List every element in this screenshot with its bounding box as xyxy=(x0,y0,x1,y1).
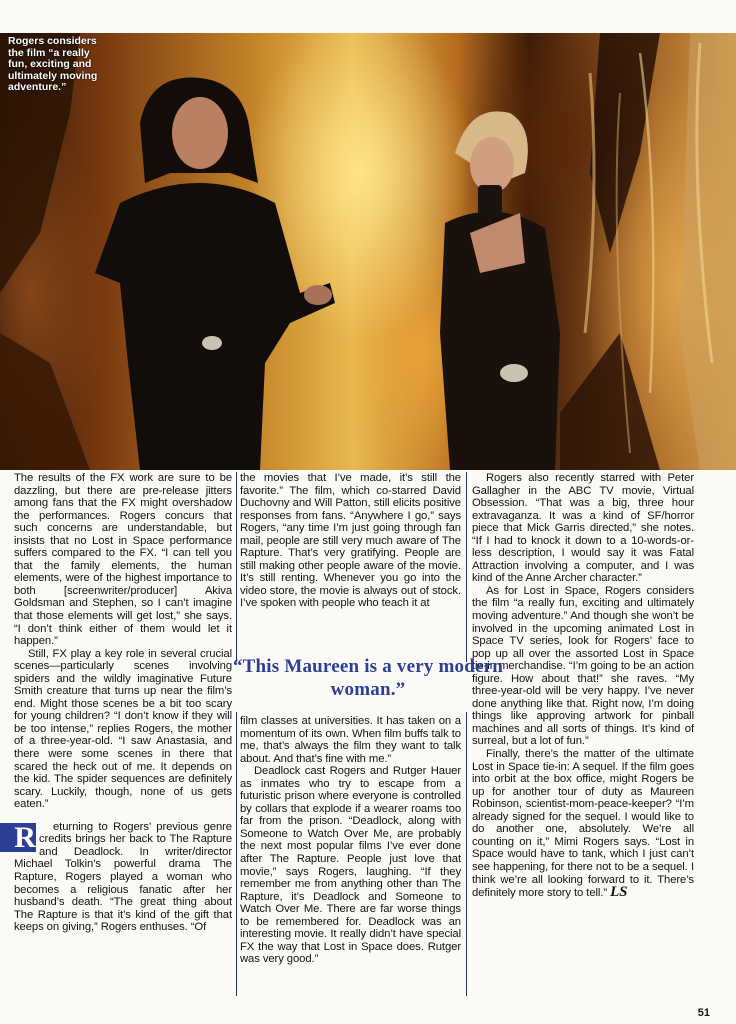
end-mark: LS xyxy=(610,884,628,901)
drop-cap: R xyxy=(0,823,36,852)
paragraph-text: eturning to Rogers’ previous genre credits brings her back to The Rapture and Deadlock. In writer/director Michael Tolkin’s powerful drama The Rapture, Rogers played a woman who becomes a religious fanatic after her husband’s death. “The great thing about The Rapture is that it’s kind of the gift that keeps on giving,” Rogers enthuses. “Of xyxy=(14,820,232,934)
woman-right-figure xyxy=(440,111,560,470)
column-rule xyxy=(466,472,467,662)
column-rule xyxy=(236,472,237,662)
paragraph: Rogers also recently starred with Peter Gallagher in the ABC TV movie, Virtual Obsession. “That was a big, three hour extravaganza. It was a kind of SF/horror piece that Mick Garris directed,” she notes. “If I had to knock it down to a 10-words-or-less description, I would say it was Fatal Attraction involving a computer, and I was kind of the Anne Archer character.” xyxy=(472,472,694,585)
page-number: 51 xyxy=(697,1007,710,1019)
paragraph: The results of the FX work are sure to be dazzling, but there are pre-release jitters among fans that the FX might overshadow the performances. Rogers concurs that such concerns are understandable, but insists that no Lost in Space performance suffers compared to the FX. “I can tell you that the family elements, the human elements, were of the highest importance to both [screenwriter/producer] Akiva Goldsman and Stephen, so I can’t imagine that those elements will get lost,” she says. “I don’t think either of them would let it happen.” xyxy=(14,472,232,648)
photo-illustration xyxy=(0,33,736,470)
pull-quote: “This Maureen is a very modern woman.” xyxy=(232,656,504,700)
article-column-1 xyxy=(14,472,232,934)
paragraph: Still, FX play a key role in several crucial scenes—particularly scenes involving spiders and the wildly imaginative Future Smith creature that turns up near the film’s end. Might those scenes be a bit too scary for young children? “I don’t know if they will be too intense,” replies Rogers, the mother of a three-year-old. “I saw Anastasia, and there were some scenes in there that scared the heck out of me. It depends on the kid. The spider sequences are definitely scary. Luckily, though, none of us gets eaten.” xyxy=(14,647,232,811)
article-photo xyxy=(0,33,736,470)
paragraph: the movies that I’ve made, it’s still the favorite.” The film, which co-starred David Duchovny and Will Patton, still elicits positive responses from fans. “Anywhere I go,” says Rogers, “any time I’m just going through fan mail, people are still very much aware of The Rapture. That’s very gratifying. People are still making other people aware of the movie. It’s still renting. Whenever you go into the video store, the movie is always out of stock. I’ve spoken with people who teach it at xyxy=(240,472,461,610)
paragraph-text: Finally, there’s the matter of the ultimate Lost in Space tie-in: A sequel. If the film goes into orbit at the box office, might Rogers be up for another tour of duty as Maureen Robinson, scientist-mom-peace-keeper? “I’m already signed for the sequel. I would like to do another one, absolutely. We’re all counting on it,” Mimi Rogers says. “Lost in Space would have to tank, which I just can’t see happening, for there not to be a sequel. I think we’re all looking forward to it. There’s definitely more story to tell.” xyxy=(472,748,694,900)
article-column-2 xyxy=(240,472,461,966)
paragraph: Deadlock cast Rogers and Rutger Hauer as inmates who try to escape from a futuristic prison where everyone is controlled by collars that explode if a wearer roams too far from the prison. “Deadlock, along with Someone to Watch Over Me, are probably the next most popular films I’ve ever done after The Rapture. People just love that movie,” says Rogers, laughing. “If they remember me from anything other than The Rapture, it’s Deadlock and Someone to Watch Over Me. There are far worse things to be remembered for. Deadlock was an interesting movie. It really didn’t have special FX the way that Lost in Space does. Rutger was very good.” xyxy=(240,765,461,966)
paragraph-dropcap xyxy=(14,821,232,934)
paragraph xyxy=(472,748,694,900)
article-column-3 xyxy=(472,472,694,900)
photo-caption: Rogers considers the film “a really fun, exciting and ultimately moving adventure.” xyxy=(8,35,98,94)
column-rule xyxy=(466,712,467,996)
woman-left-figure xyxy=(95,78,335,470)
paragraph: film classes at universities. It has taken on a momentum of its own. When film buffs talk to me, that’s always the film they want to talk about. And that’s fine with me.” xyxy=(240,715,461,765)
column-rule xyxy=(236,712,237,996)
paragraph: As for Lost in Space, Rogers considers the film “a really fun, exciting and ultimately moving adventure.” And though she won’t be involved in the upcoming animated Lost in Space TV series, look for Rogers’ face to pop up all over the assorted Lost in Space tie-in merchandise. “I’m going to be an action figure. How about that!” she raves. “My three-year-old will be very happy. I’ve never done anything like that. Right now, I’m doing things like approving artwork for pinball machines and all sorts of things. It’s kind of surreal, but a lot of fun.” xyxy=(472,584,694,748)
